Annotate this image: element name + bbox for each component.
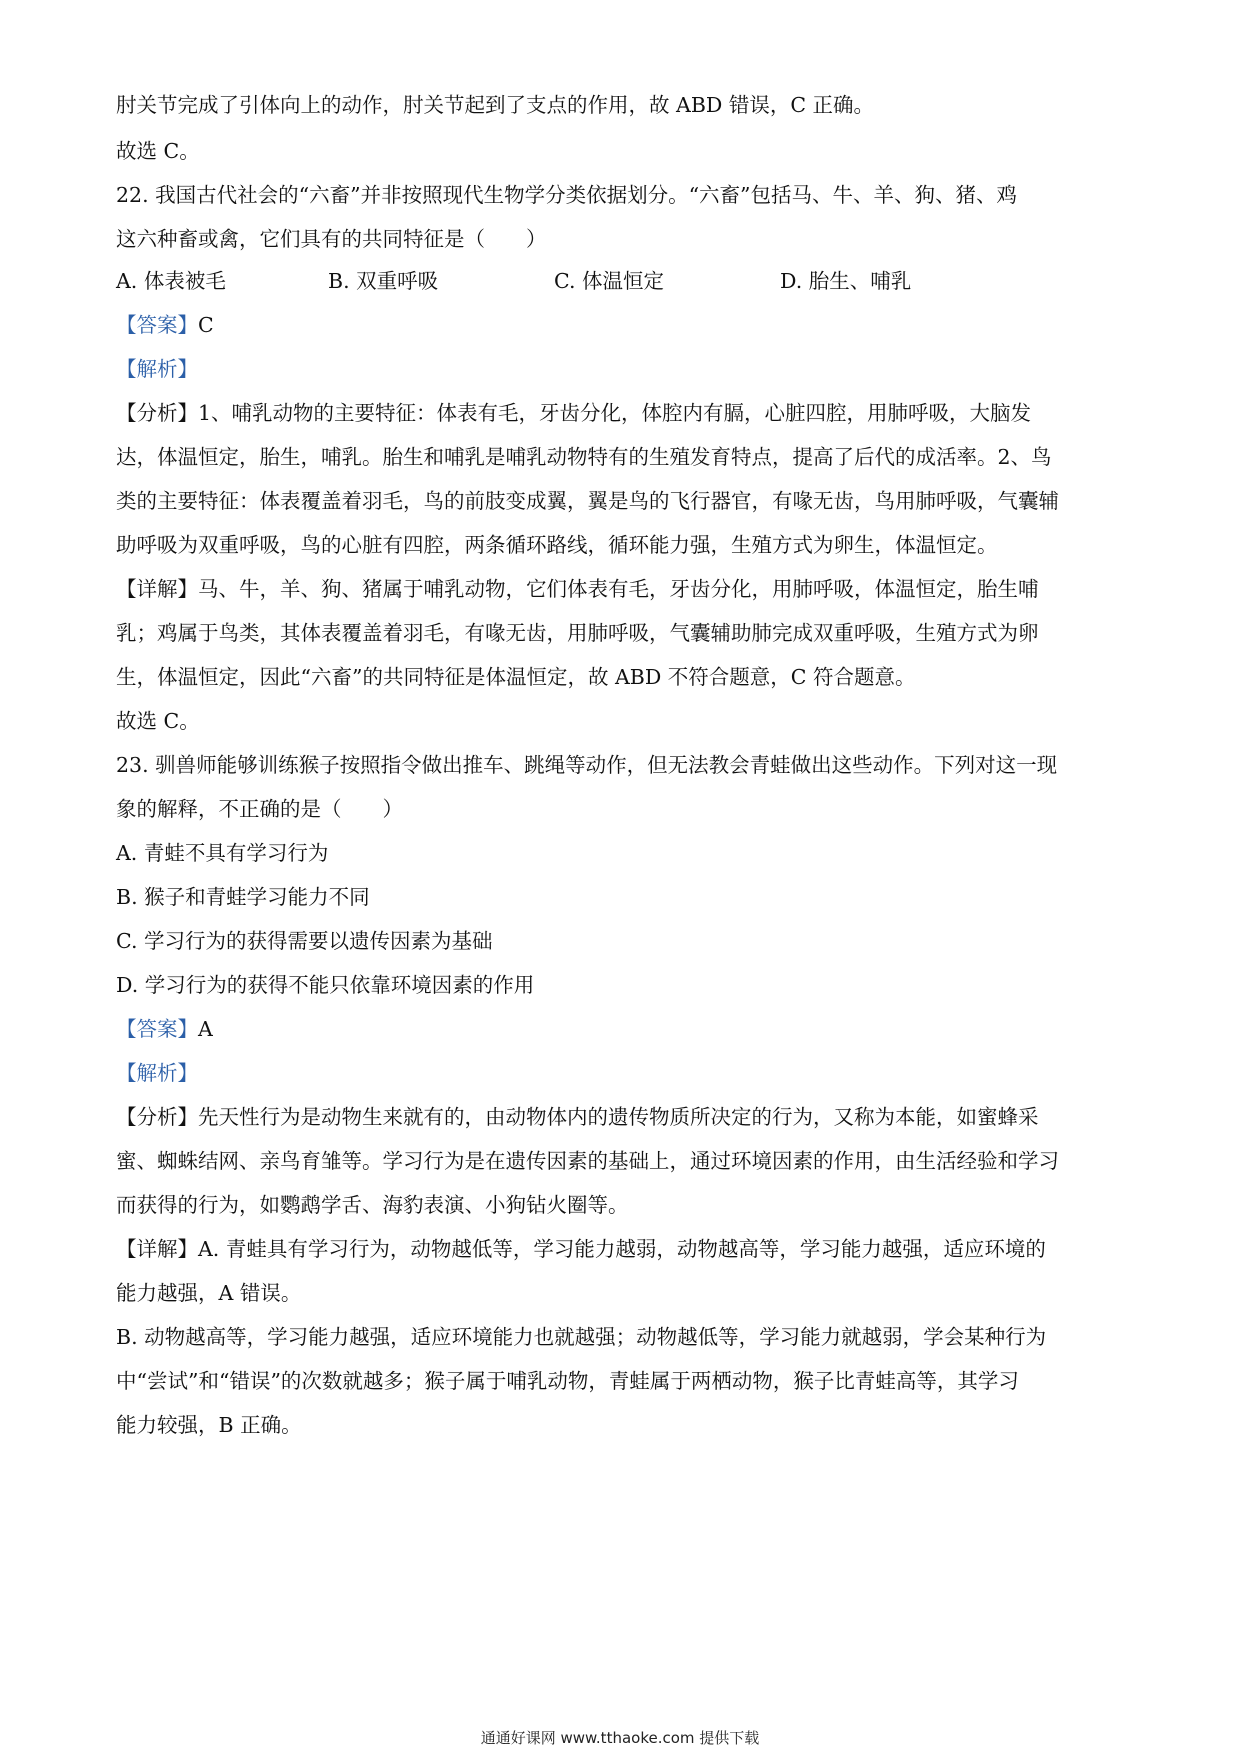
xiangjie-line — [116, 1234, 1126, 1264]
answer-tag: 【答案】 — [116, 313, 198, 337]
question-23-option-c: C. 学习行为的获得需要以遗传因素为基础 — [116, 929, 493, 953]
analysis-heading — [116, 354, 1126, 384]
conclusion-line: 故选 C。 — [116, 139, 200, 163]
answer-tag: 【答案】 — [116, 1017, 198, 1041]
xiangjie-tag: 【详解】 — [116, 577, 198, 601]
question-23-stem: 23. 驯兽师能够训练猴子按照指令做出推车、跳绳等动作，但无法教会青蛙做出这些动作。下列对这一现 — [116, 753, 1058, 777]
text-line: 而获得的行为，如鹦鹉学舌、海豹表演、小狗钻火圈等。 — [116, 1193, 629, 1217]
fenxi-text: 1、哺乳动物的主要特征：体表有毛，牙齿分化，体腔内有膈，心脏四腔，用肺呼吸，大脑发 — [198, 401, 1032, 425]
question-23-stem-cont: 象的解释，不正确的是（ ） — [116, 797, 403, 821]
option-d: D. 胎生、哺乳 — [780, 269, 912, 293]
question-22-stem: 22. 我国古代社会的“六畜”并非按照现代生物学分类依据划分。“六畜”包括马、牛、羊、狗、猪、鸡 — [116, 183, 1018, 207]
analysis-tag: 【解析】 — [116, 357, 198, 381]
answer-line — [116, 310, 1126, 340]
analysis-heading — [116, 1058, 1126, 1088]
analysis-tag: 【解析】 — [116, 1061, 198, 1085]
text-line: 类的主要特征：体表覆盖着羽毛，鸟的前肢变成翼，翼是鸟的飞行器官，有喙无齿，鸟用肺呼吸，气囊辅 — [116, 489, 1059, 513]
question-23-option-d: D. 学习行为的获得不能只依靠环境因素的作用 — [116, 973, 535, 997]
answer-value: C — [198, 313, 214, 337]
fenxi-text: 先天性行为是动物生来就有的，由动物体内的遗传物质所决定的行为，又称为本能，如蜜蜂采 — [198, 1105, 1039, 1129]
answer-value: A — [198, 1017, 213, 1041]
fenxi-tag: 【分析】 — [116, 1105, 198, 1129]
conclusion-line: 故选 C。 — [116, 709, 200, 733]
option-c: C. 体温恒定 — [554, 269, 664, 293]
text-line: 能力较强，B 正确。 — [116, 1413, 302, 1437]
text-line: 能力越强，A 错误。 — [116, 1281, 302, 1305]
fenxi-line — [116, 1102, 1126, 1132]
question-23-option-a: A. 青蛙不具有学习行为 — [116, 841, 329, 865]
xiangjie-text: 马、牛，羊、狗、猪属于哺乳动物，它们体表有毛，牙齿分化，用肺呼吸，体温恒定，胎生哺 — [198, 577, 1039, 601]
text-line: 中“尝试”和“错误”的次数就越多；猴子属于哺乳动物，青蛙属于两栖动物，猴子比青蛙高等，其学习 — [116, 1369, 1019, 1393]
text-line: 蜜、蜘蛛结网、亲鸟育雏等。学习行为是在遗传因素的基础上，通过环境因素的作用，由生活经验和学习 — [116, 1149, 1059, 1173]
option-b: B. 双重呼吸 — [328, 269, 439, 293]
text-line: 乳；鸡属于鸟类，其体表覆盖着羽毛，有喙无齿，用肺呼吸，气囊辅助肺完成双重呼吸，生殖方式为卵 — [116, 621, 1039, 645]
question-23-option-b: B. 猴子和青蛙学习能力不同 — [116, 885, 370, 909]
xiangjie-tag: 【详解】 — [116, 1237, 198, 1261]
fenxi-line — [116, 398, 1126, 428]
text-line: 助呼吸为双重呼吸，鸟的心脏有四腔，两条循环路线，循环能力强，生殖方式为卵生，体温恒定。 — [116, 533, 998, 557]
xiangjie-text: A. 青蛙具有学习行为，动物越低等，学习能力越弱，动物越高等，学习能力越强，适应环境的 — [198, 1237, 1046, 1261]
answer-line — [116, 1014, 1126, 1044]
fenxi-tag: 【分析】 — [116, 401, 198, 425]
text-line: 肘关节完成了引体向上的动作，肘关节起到了支点的作用，故 ABD 错误，C 正确。 — [116, 93, 875, 117]
option-a: A. 体表被毛 — [116, 269, 226, 293]
page-footer: 通通好课网 www.tthaoke.com 提供下载 — [480, 1729, 760, 1747]
text-line: B. 动物越高等，学习能力越强，适应环境能力也就越强；动物越低等，学习能力就越弱，学会某种行为 — [116, 1325, 1047, 1349]
xiangjie-line — [116, 574, 1126, 604]
question-22-stem-cont: 这六种畜或禽，它们具有的共同特征是（ ） — [116, 227, 547, 251]
text-line: 达，体温恒定，胎生，哺乳。胎生和哺乳是哺乳动物特有的生殖发育特点，提高了后代的成活率。2、鸟 — [116, 445, 1052, 469]
text-line: 生，体温恒定，因此“六畜”的共同特征是体温恒定，故 ABD 不符合题意，C 符合题意。 — [116, 665, 916, 689]
